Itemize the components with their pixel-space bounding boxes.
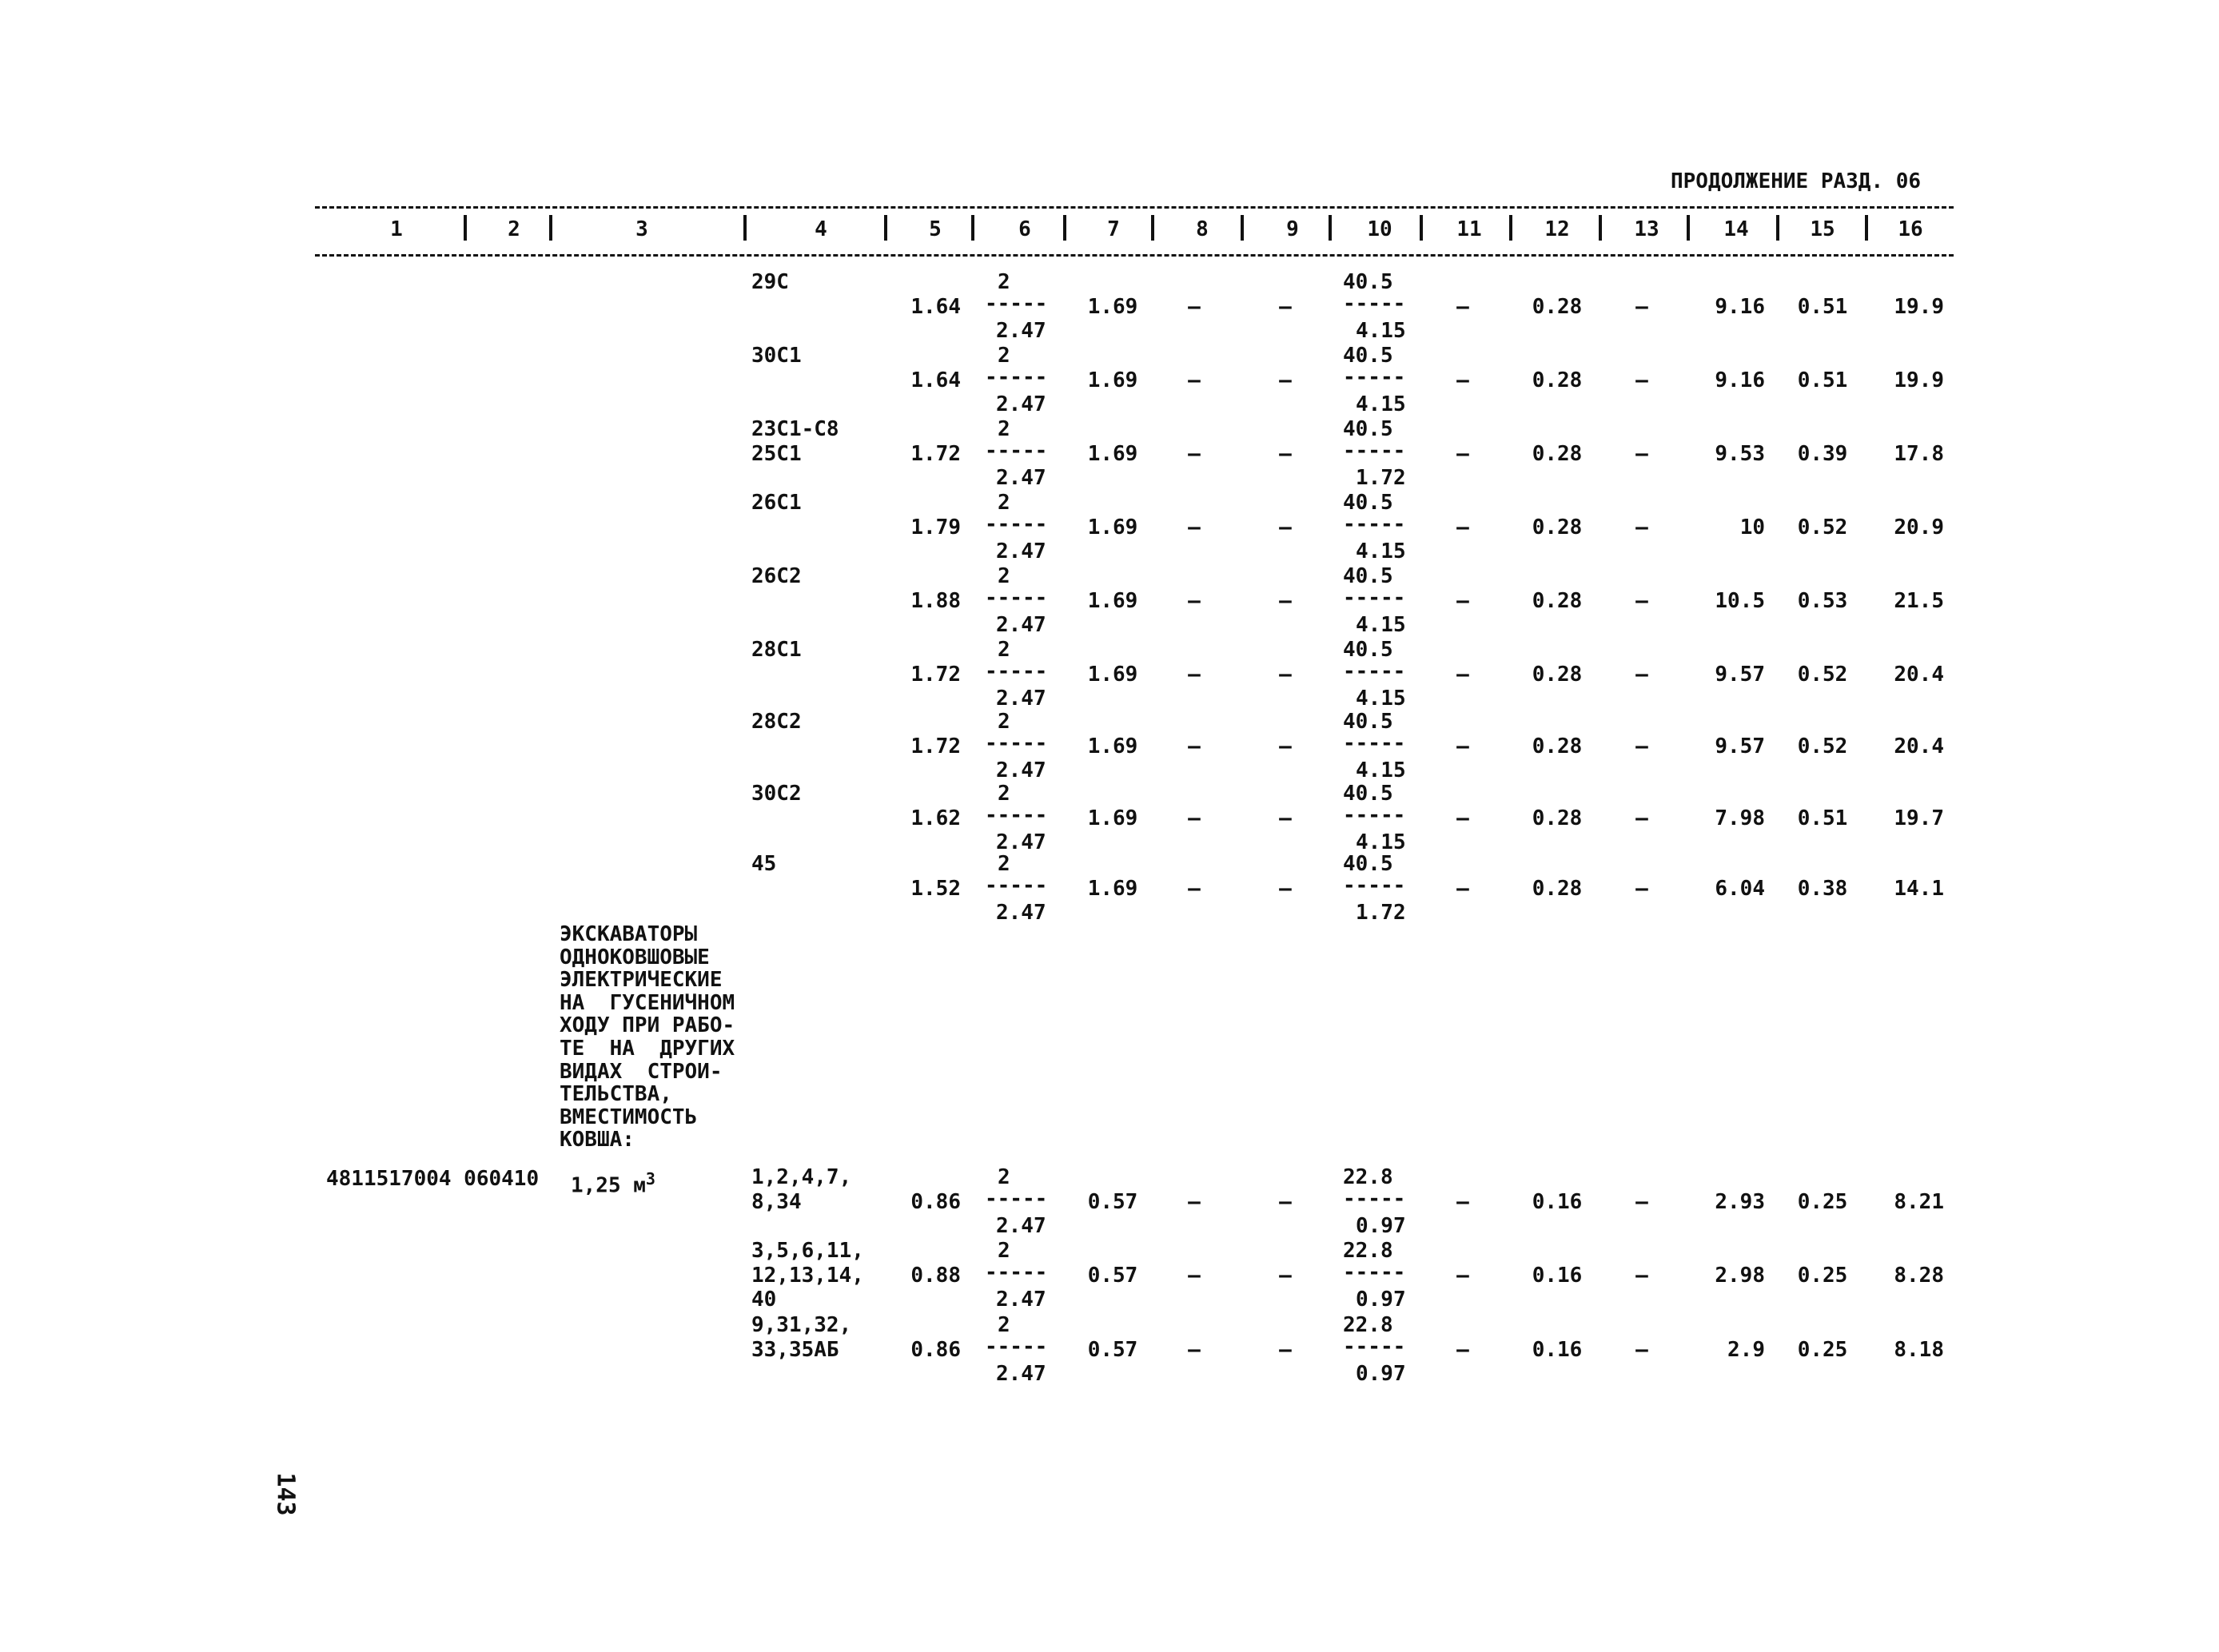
cell-col5: 1.72 [910, 441, 961, 466]
cell-col10-numerator: 40.5 [1343, 852, 1393, 876]
cell-col5: 1.72 [910, 662, 961, 687]
cell-col9: – [1279, 368, 1292, 392]
description-line: КОВША: [560, 1128, 635, 1152]
cell-col6-fraction-line: ----- [985, 1186, 1048, 1211]
cell-col13: – [1635, 515, 1648, 539]
cell-col12: 0.28 [1532, 294, 1583, 319]
cell-col13: – [1635, 1263, 1648, 1288]
cell-col12: 0.28 [1532, 588, 1583, 613]
cell-grade: 9,31,32, [751, 1313, 852, 1337]
cell-col9: – [1279, 515, 1292, 539]
cell-col8: – [1188, 1189, 1201, 1214]
cell-col5: 1.79 [910, 515, 961, 539]
cell-grade: 25С1 [751, 441, 802, 466]
group-description [560, 923, 735, 1152]
cell-col13: – [1635, 876, 1648, 901]
column-separator [1599, 215, 1602, 241]
column-header-10: 10 [1367, 217, 1392, 241]
cell-col6-numerator: 2 [998, 417, 1010, 441]
cell-grade: 26С1 [751, 491, 802, 515]
cell-col10-denominator: 4.15 [1356, 758, 1406, 782]
cell-col7: 0.57 [1087, 1263, 1138, 1288]
cell-col10-fraction-line: ----- [1343, 512, 1406, 536]
cell-col8: – [1188, 1263, 1201, 1288]
column-separator [884, 215, 887, 241]
description-line: ВМЕСТИМОСТЬ [560, 1105, 698, 1129]
cell-col11: – [1456, 441, 1469, 466]
cell-col16: 21.5 [1894, 588, 1944, 613]
cell-col10-numerator: 40.5 [1343, 417, 1393, 441]
column-separator [1329, 215, 1332, 241]
cell-col6-denominator: 2.47 [996, 319, 1046, 343]
cell-grade: 45 [751, 852, 777, 876]
column-header-9: 9 [1286, 217, 1299, 241]
cell-col9: – [1279, 876, 1292, 901]
cell-col14: 9.57 [1715, 734, 1765, 758]
cell-grade: 23С1-С8 [751, 417, 839, 441]
cell-col10-fraction-line: ----- [1343, 730, 1406, 755]
column-separator [1865, 215, 1868, 241]
column-separator [1776, 215, 1779, 241]
cell-col10-numerator: 22.8 [1343, 1313, 1393, 1337]
cell-col6-denominator: 2.47 [996, 1288, 1046, 1312]
description-line: ВИДАХ СТРОИ- [560, 1059, 723, 1084]
cell-col10-numerator: 40.5 [1343, 344, 1393, 368]
cell-col11: – [1456, 662, 1469, 687]
cell-col12: 0.16 [1532, 1337, 1583, 1362]
cell-col8: – [1188, 734, 1201, 758]
cell-col6-numerator: 2 [998, 344, 1010, 368]
page-number: 143 [271, 1472, 300, 1516]
column-header-11: 11 [1456, 217, 1482, 241]
cell-col12: 0.28 [1532, 441, 1583, 466]
cell-col10-numerator: 40.5 [1343, 782, 1393, 806]
cell-grade: 1,2,4,7, [751, 1165, 852, 1189]
cell-col16: 14.1 [1894, 876, 1944, 901]
section-title: ПРОДОЛЖЕНИЕ РАЗД. 06 [1671, 169, 1922, 193]
cell-col7: 1.69 [1087, 441, 1138, 466]
cell-col6-denominator: 2.47 [996, 466, 1046, 490]
cell-col15: 0.25 [1797, 1263, 1848, 1288]
cell-col14: 10.5 [1715, 588, 1765, 613]
column-header-13: 13 [1634, 217, 1659, 241]
cell-col6-numerator: 2 [998, 270, 1010, 294]
cell-col9: – [1279, 294, 1292, 319]
cell-col10-numerator: 40.5 [1343, 270, 1393, 294]
cell-col5: 0.88 [910, 1263, 961, 1288]
cell-col7: 0.57 [1087, 1189, 1138, 1214]
cell-col10-denominator: 4.15 [1356, 613, 1406, 637]
column-header-15: 15 [1810, 217, 1835, 241]
cell-grade: 28С2 [751, 710, 802, 734]
cell-col6-denominator: 2.47 [996, 687, 1046, 711]
cell-col13: – [1635, 441, 1648, 466]
cell-col5: 1.88 [910, 588, 961, 613]
cell-col10-fraction-line: ----- [1343, 291, 1406, 316]
cell-col10-denominator: 4.15 [1356, 830, 1406, 854]
cell-col10-numerator: 22.8 [1343, 1239, 1393, 1263]
cell-col10-fraction-line: ----- [1343, 1260, 1406, 1284]
cell-col8: – [1188, 1337, 1201, 1362]
column-header-12: 12 [1544, 217, 1570, 241]
column-separator [1151, 215, 1154, 241]
cell-col6-numerator: 2 [998, 852, 1010, 876]
cell-col5: 1.64 [910, 368, 961, 392]
cell-col16: 8.18 [1894, 1337, 1944, 1362]
cell-col6-denominator: 2.47 [996, 1214, 1046, 1238]
cell-col12: 0.28 [1532, 662, 1583, 687]
cell-col5: 1.52 [910, 876, 961, 901]
cell-col8: – [1188, 294, 1201, 319]
cell-col10-numerator: 40.5 [1343, 710, 1393, 734]
cell-col11: – [1456, 806, 1469, 830]
cell-col10-denominator: 4.15 [1356, 319, 1406, 343]
cell-col9: – [1279, 1189, 1292, 1214]
cell-col12: 0.28 [1532, 515, 1583, 539]
cell-col10-fraction-line: ----- [1343, 585, 1406, 610]
column-header-1: 1 [390, 217, 403, 241]
cell-col10-fraction-line: ----- [1343, 364, 1406, 389]
cell-col11: – [1456, 588, 1469, 613]
cell-col16: 20.4 [1894, 662, 1944, 687]
cell-col14: 2.93 [1715, 1189, 1765, 1214]
column-separator [549, 215, 552, 241]
column-separator [1063, 215, 1066, 241]
cell-col15: 0.51 [1797, 294, 1848, 319]
cell-col14: 2.9 [1727, 1337, 1765, 1362]
cell-col13: – [1635, 734, 1648, 758]
cell-col11: – [1456, 1263, 1469, 1288]
column-separator [743, 215, 747, 241]
cell-col10-denominator: 4.15 [1356, 392, 1406, 416]
column-separator [971, 215, 974, 241]
column-header-4: 4 [815, 217, 827, 241]
cell-col6-numerator: 2 [998, 1239, 1010, 1263]
cell-col14: 7.98 [1715, 806, 1765, 830]
column-header-6: 6 [1018, 217, 1031, 241]
cell-col15: 0.38 [1797, 876, 1848, 901]
description-line: НА ГУСЕНИЧНОМ [560, 990, 735, 1015]
cell-col15: 0.53 [1797, 588, 1848, 613]
cell-col6-denominator: 2.47 [996, 758, 1046, 782]
cell-col14: 2.98 [1715, 1263, 1765, 1288]
cell-col7: 1.69 [1087, 515, 1138, 539]
cell-col15: 0.52 [1797, 515, 1848, 539]
cell-col11: – [1456, 876, 1469, 901]
cell-col6-denominator: 2.47 [996, 1362, 1046, 1386]
cell-col7: 1.69 [1087, 876, 1138, 901]
cell-col10-fraction-line: ----- [1343, 438, 1406, 463]
cell-col6-numerator: 2 [998, 710, 1010, 734]
cell-col13: – [1635, 1189, 1648, 1214]
cell-col13: – [1635, 662, 1648, 687]
cell-grade: 12,13,14, [751, 1263, 864, 1288]
cell-col8: – [1188, 588, 1201, 613]
cell-col7: 1.69 [1087, 368, 1138, 392]
column-separator [1241, 215, 1244, 241]
cell-col14: 9.16 [1715, 294, 1765, 319]
column-separator [1509, 215, 1512, 241]
cell-col16: 19.9 [1894, 294, 1944, 319]
cell-col11: – [1456, 1189, 1469, 1214]
description-line: ТЕ НА ДРУГИХ [560, 1036, 735, 1061]
cell-col8: – [1188, 441, 1201, 466]
cell-grade: 28С1 [751, 638, 802, 662]
cell-grade: 26С2 [751, 564, 802, 588]
cell-col15: 0.52 [1797, 662, 1848, 687]
cell-col6-numerator: 2 [998, 638, 1010, 662]
cell-col13: – [1635, 806, 1648, 830]
table-top-rule [315, 206, 1954, 209]
column-header-16: 16 [1898, 217, 1923, 241]
cell-col5: 1.72 [910, 734, 961, 758]
description-line: ТЕЛЬСТВА, [560, 1082, 672, 1107]
cell-col6-denominator: 2.47 [996, 539, 1046, 563]
cell-col12: 0.16 [1532, 1189, 1583, 1214]
column-header-14: 14 [1723, 217, 1749, 241]
cell-col6-fraction-line: ----- [985, 802, 1048, 827]
cell-col16: 8.28 [1894, 1263, 1944, 1288]
cell-col15: 0.51 [1797, 806, 1848, 830]
column-header-3: 3 [635, 217, 648, 241]
description-line: ЭКСКАВАТОРЫ [560, 922, 698, 946]
cell-col15: 0.39 [1797, 441, 1848, 466]
column-header-8: 8 [1196, 217, 1209, 241]
cell-col16: 19.7 [1894, 806, 1944, 830]
cell-col10-fraction-line: ----- [1343, 1186, 1406, 1211]
cell-col12: 0.28 [1532, 734, 1583, 758]
cell-col16: 8.21 [1894, 1189, 1944, 1214]
cell-col11: – [1456, 1337, 1469, 1362]
cell-col6-numerator: 2 [998, 1165, 1010, 1189]
cell-col6-numerator: 2 [998, 782, 1010, 806]
cell-col8: – [1188, 515, 1201, 539]
cell-col16: 19.9 [1894, 368, 1944, 392]
cell-grade: 8,34 [751, 1189, 802, 1214]
cell-col10-denominator: 0.97 [1356, 1288, 1406, 1312]
cell-col7: 1.69 [1087, 294, 1138, 319]
cell-col10-denominator: 1.72 [1356, 466, 1406, 490]
cell-col6-denominator: 2.47 [996, 830, 1046, 854]
cell-col11: – [1456, 515, 1469, 539]
cell-col6-numerator: 2 [998, 1313, 1010, 1337]
cell-col6-fraction-line: ----- [985, 730, 1048, 755]
cell-col15: 0.25 [1797, 1337, 1848, 1362]
cell-col6-fraction-line: ----- [985, 873, 1048, 898]
cell-grade: 29С [751, 270, 789, 294]
cell-col9: – [1279, 588, 1292, 613]
bucket-capacity-value: 1,25 м [571, 1173, 646, 1198]
cell-col13: – [1635, 294, 1648, 319]
cell-col6-fraction-line: ----- [985, 659, 1048, 683]
cell-col6-fraction-line: ----- [985, 585, 1048, 610]
cell-col16: 20.9 [1894, 515, 1944, 539]
cell-col6-fraction-line: ----- [985, 1260, 1048, 1284]
cell-col7: 1.69 [1087, 662, 1138, 687]
cell-col10-fraction-line: ----- [1343, 659, 1406, 683]
cell-col10-numerator: 40.5 [1343, 491, 1393, 515]
description-line: ОДНОКОВШОВЫЕ [560, 945, 710, 969]
cell-col12: 0.28 [1532, 806, 1583, 830]
cell-col10-numerator: 40.5 [1343, 564, 1393, 588]
cell-col13: – [1635, 368, 1648, 392]
cell-col9: – [1279, 734, 1292, 758]
cell-col15: 0.52 [1797, 734, 1848, 758]
cell-col9: – [1279, 662, 1292, 687]
cell-col6-numerator: 2 [998, 564, 1010, 588]
cell-col12: 0.28 [1532, 876, 1583, 901]
cell-col10-fraction-line: ----- [1343, 802, 1406, 827]
cell-col11: – [1456, 368, 1469, 392]
table-header-rule [315, 254, 1954, 257]
cell-col10-numerator: 22.8 [1343, 1165, 1393, 1189]
cell-col8: – [1188, 876, 1201, 901]
cell-col15: 0.51 [1797, 368, 1848, 392]
cell-col16: 20.4 [1894, 734, 1944, 758]
cell-col5: 0.86 [910, 1337, 961, 1362]
cell-col10-denominator: 0.97 [1356, 1362, 1406, 1386]
cell-col7: 0.57 [1087, 1337, 1138, 1362]
cell-col6-fraction-line: ----- [985, 438, 1048, 463]
cell-col7: 1.69 [1087, 734, 1138, 758]
bucket-capacity [571, 1167, 655, 1198]
cell-col5: 1.64 [910, 294, 961, 319]
cell-col9: – [1279, 806, 1292, 830]
cell-col7: 1.69 [1087, 588, 1138, 613]
column-header-7: 7 [1107, 217, 1120, 241]
cell-col8: – [1188, 368, 1201, 392]
cell-col8: – [1188, 662, 1201, 687]
cell-col10-fraction-line: ----- [1343, 1334, 1406, 1359]
cell-col11: – [1456, 294, 1469, 319]
cell-col10-denominator: 4.15 [1356, 687, 1406, 711]
column-header-2: 2 [508, 217, 520, 241]
cell-col7: 1.69 [1087, 806, 1138, 830]
cell-grade: 3,5,6,11, [751, 1239, 864, 1263]
cell-col13: – [1635, 588, 1648, 613]
cell-grade: 33,35АБ [751, 1337, 839, 1362]
cell-col5: 1.62 [910, 806, 961, 830]
cell-col10-denominator: 1.72 [1356, 901, 1406, 925]
column-header-5: 5 [929, 217, 942, 241]
cell-col6-fraction-line: ----- [985, 364, 1048, 389]
cell-col9: – [1279, 1337, 1292, 1362]
cell-col12: 0.16 [1532, 1263, 1583, 1288]
cell-col6-fraction-line: ----- [985, 512, 1048, 536]
cell-col6-denominator: 2.47 [996, 613, 1046, 637]
group-code: 4811517004 060410 [326, 1167, 540, 1191]
cell-col10-fraction-line: ----- [1343, 873, 1406, 898]
cell-col10-denominator: 0.97 [1356, 1214, 1406, 1238]
column-separator [464, 215, 467, 241]
cell-col14: 10 [1739, 515, 1765, 539]
column-separator [1687, 215, 1690, 241]
cell-col10-denominator: 4.15 [1356, 539, 1406, 563]
cell-col16: 17.8 [1894, 441, 1944, 466]
cell-col6-fraction-line: ----- [985, 291, 1048, 316]
cell-col6-numerator: 2 [998, 491, 1010, 515]
description-line: ХОДУ ПРИ РАБО- [560, 1013, 735, 1038]
column-separator [1420, 215, 1423, 241]
cell-col10-numerator: 40.5 [1343, 638, 1393, 662]
capacity-superscript: 3 [645, 1169, 655, 1188]
cell-col12: 0.28 [1532, 368, 1583, 392]
cell-col9: – [1279, 441, 1292, 466]
cell-col14: 9.53 [1715, 441, 1765, 466]
cell-col9: – [1279, 1263, 1292, 1288]
cell-col14: 9.16 [1715, 368, 1765, 392]
cell-grade: 30С2 [751, 782, 802, 806]
cell-col6-fraction-line: ----- [985, 1334, 1048, 1359]
cell-col13: – [1635, 1337, 1648, 1362]
cell-col14: 9.57 [1715, 662, 1765, 687]
cell-grade: 40 [751, 1288, 777, 1312]
cell-grade: 30С1 [751, 344, 802, 368]
cell-col15: 0.25 [1797, 1189, 1848, 1214]
cell-col6-denominator: 2.47 [996, 901, 1046, 925]
description-line: ЭЛЕКТРИЧЕСКИЕ [560, 968, 723, 993]
cell-col6-denominator: 2.47 [996, 392, 1046, 416]
cell-col11: – [1456, 734, 1469, 758]
cell-col8: – [1188, 806, 1201, 830]
cell-col14: 6.04 [1715, 876, 1765, 901]
cell-col5: 0.86 [910, 1189, 961, 1214]
